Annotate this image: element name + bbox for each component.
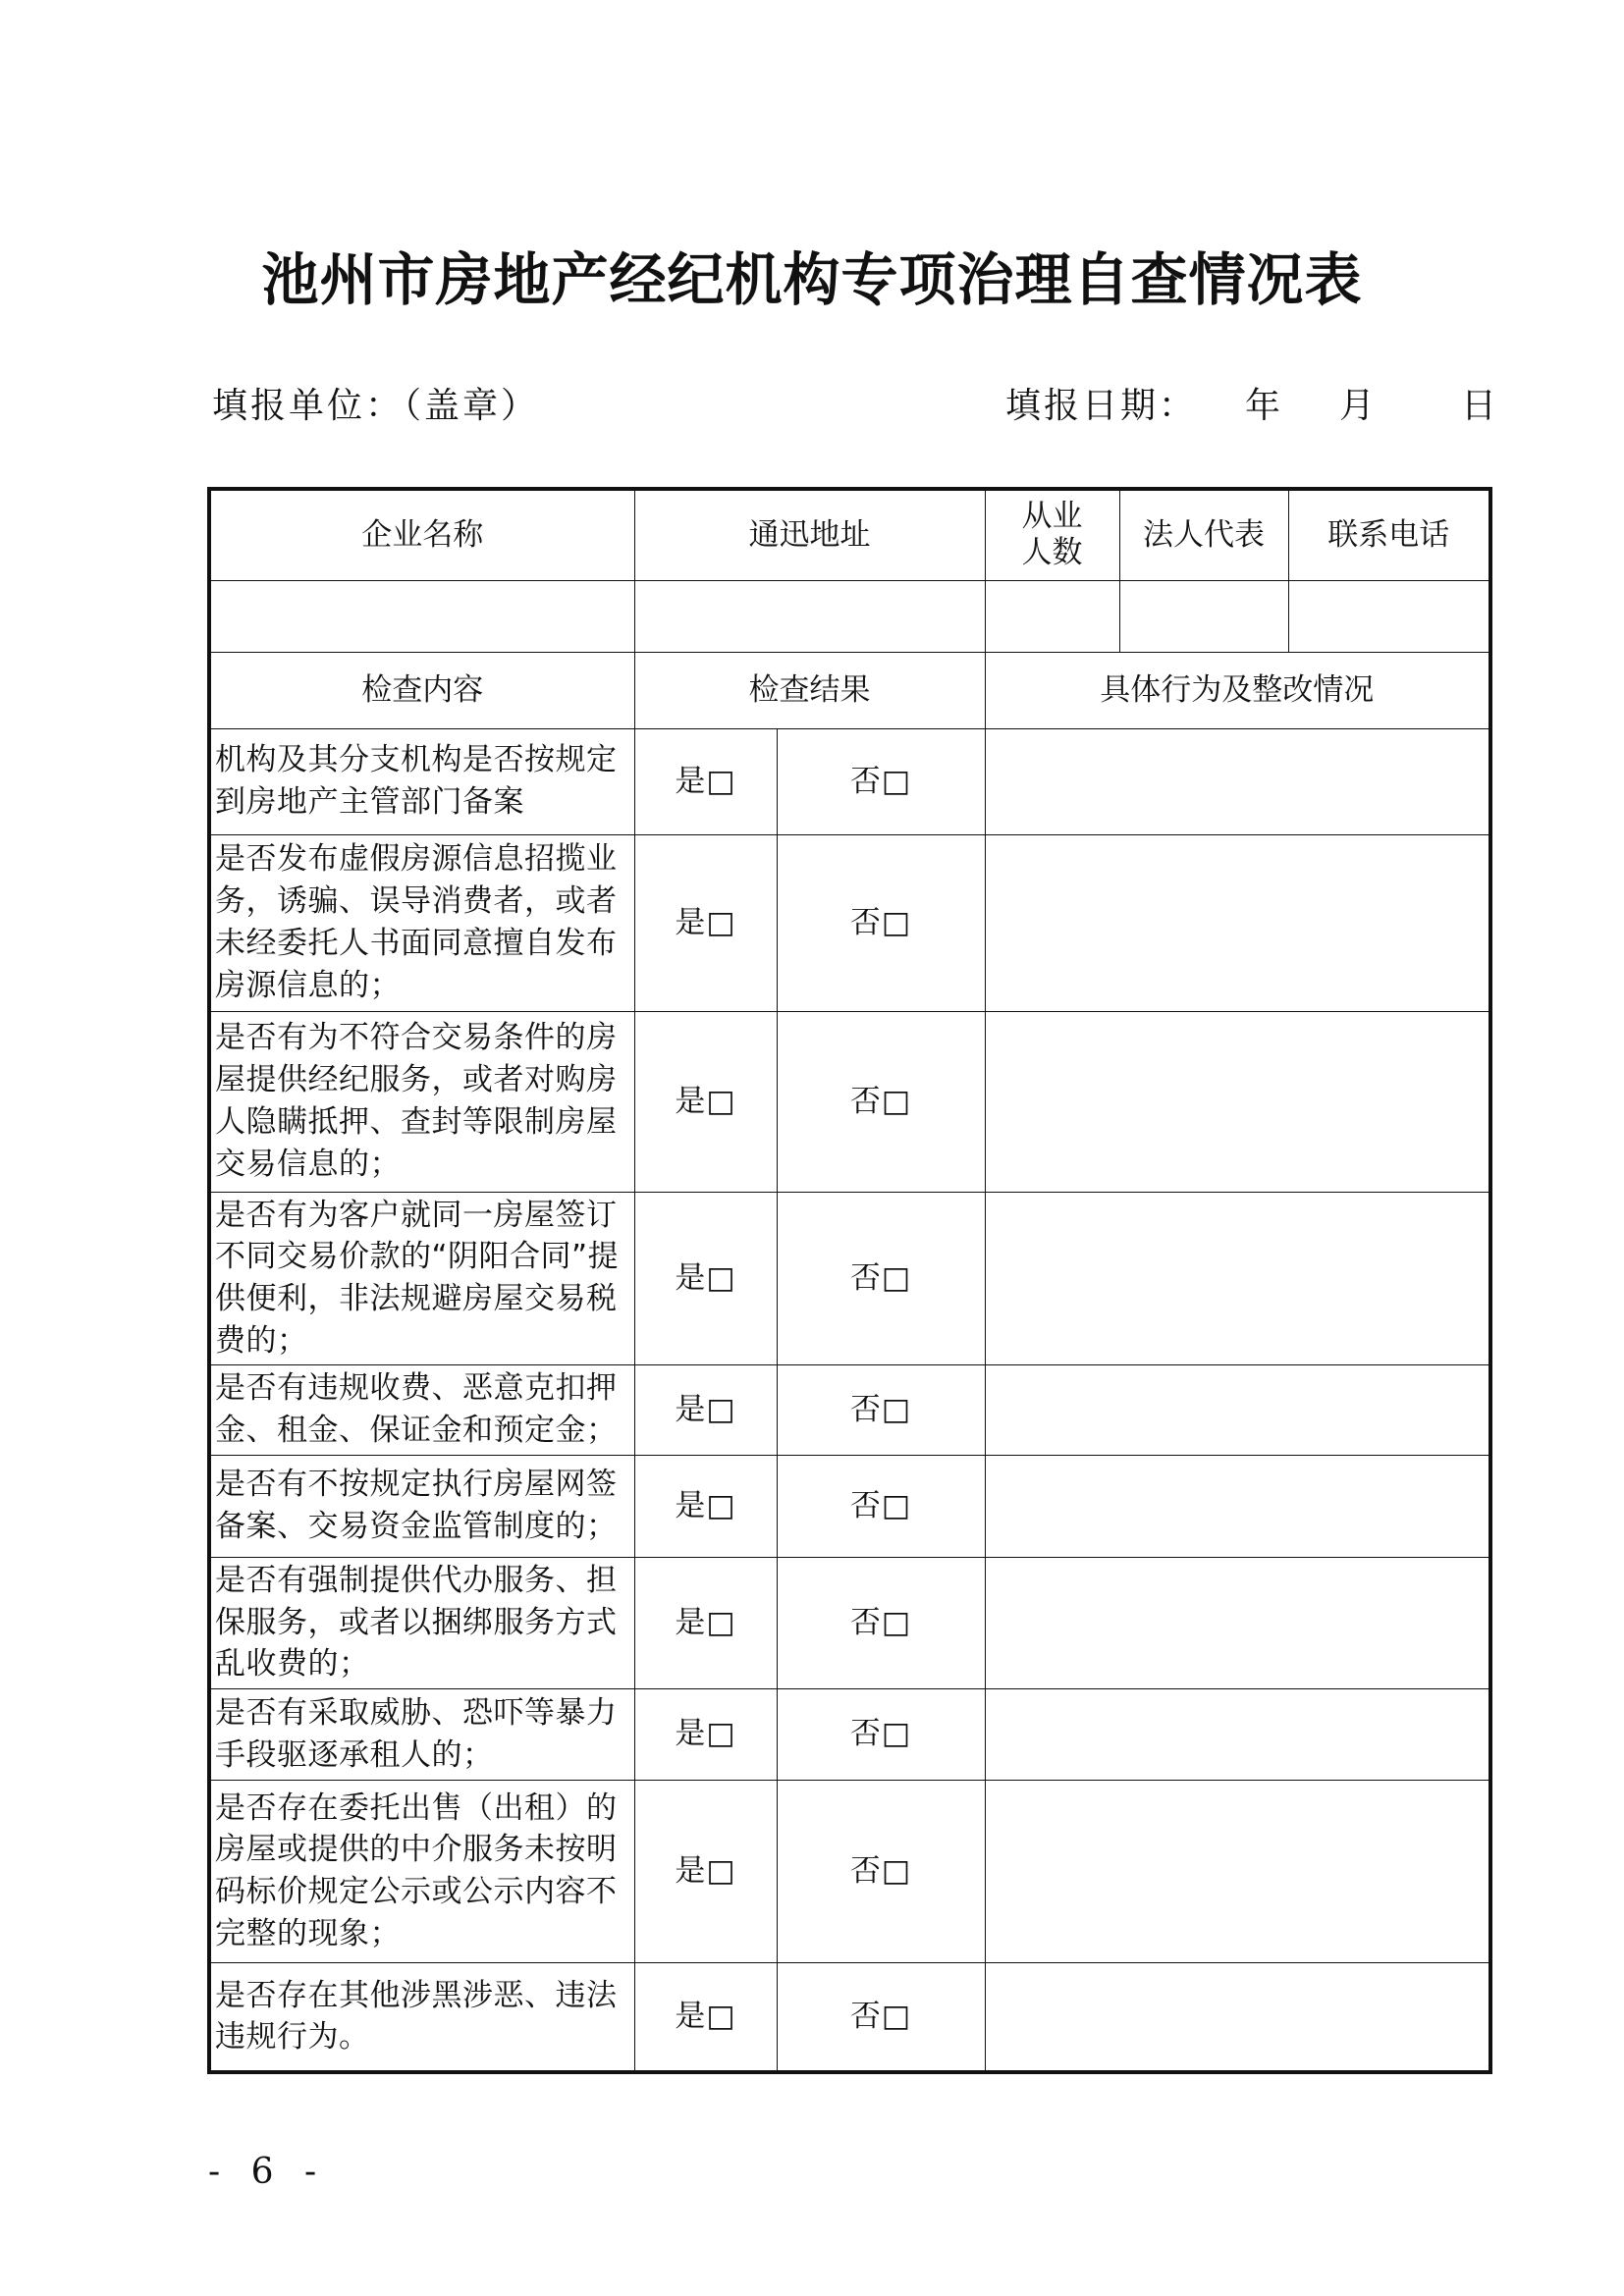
fill-date-label: 填报日期： — [1005, 386, 1198, 426]
check-item-content: 是否发布虚假房源信息招揽业务，诱骗、误导消费者，或者未经委托人书面同意擅自发布房源信息的； — [209, 834, 634, 1011]
yes-checkbox[interactable]: 是□ — [634, 1192, 777, 1364]
check-row — [209, 728, 1490, 834]
details-field[interactable] — [985, 728, 1490, 834]
details-field[interactable] — [985, 1688, 1490, 1780]
details-field[interactable] — [985, 1780, 1490, 1962]
check-item-content: 是否有强制提供代办服务、担保服务，或者以捆绑服务方式乱收费的； — [209, 1557, 634, 1688]
check-item-content: 是否有为不符合交易条件的房屋提供经纪服务，或者对购房人隐瞒抵押、查封等限制房屋交易信息的； — [209, 1011, 634, 1192]
no-checkbox[interactable]: 否□ — [777, 1962, 985, 2072]
no-checkbox[interactable]: 否□ — [777, 834, 985, 1011]
check-row — [209, 1962, 1490, 2072]
yes-checkbox[interactable]: 是□ — [634, 1688, 777, 1780]
check-item-content: 是否存在其他涉黑涉恶、违法违规行为。 — [209, 1962, 634, 2072]
details-field[interactable] — [985, 1364, 1490, 1455]
no-checkbox[interactable]: 否□ — [777, 1011, 985, 1192]
date-year: 年 — [1245, 386, 1281, 426]
staff-count-header-line1: 从业 — [1021, 499, 1083, 535]
no-checkbox[interactable]: 否□ — [777, 1557, 985, 1688]
company-name-header: 企业名称 — [209, 489, 634, 580]
check-row — [209, 834, 1490, 1011]
info-value-row — [209, 580, 1490, 652]
yes-checkbox[interactable]: 是□ — [634, 1780, 777, 1962]
check-content-header: 检查内容 — [209, 652, 634, 728]
legal-rep-header: 法人代表 — [1119, 489, 1288, 580]
company-name-field[interactable] — [209, 580, 634, 652]
page-number: - 6 - — [208, 2152, 327, 2192]
details-field[interactable] — [985, 1192, 1490, 1364]
phone-field[interactable] — [1288, 580, 1490, 652]
yes-checkbox[interactable]: 是□ — [634, 1455, 777, 1557]
details-field[interactable] — [985, 834, 1490, 1011]
details-field[interactable] — [985, 1557, 1490, 1688]
yes-checkbox[interactable]: 是□ — [634, 1364, 777, 1455]
yes-checkbox[interactable]: 是□ — [634, 1962, 777, 2072]
details-field[interactable] — [985, 1962, 1490, 2072]
check-item-content: 机构及其分支机构是否按规定到房地产主管部门备案 — [209, 728, 634, 834]
check-row — [209, 1455, 1490, 1557]
check-row — [209, 1780, 1490, 1962]
staff-count-field[interactable] — [985, 580, 1119, 652]
no-checkbox[interactable]: 否□ — [777, 728, 985, 834]
check-header-row — [209, 652, 1490, 728]
check-row — [209, 1557, 1490, 1688]
no-checkbox[interactable]: 否□ — [777, 1192, 985, 1364]
phone-header: 联系电话 — [1288, 489, 1490, 580]
self-check-table — [207, 487, 1492, 2074]
check-row — [209, 1192, 1490, 1364]
check-row — [209, 1364, 1490, 1455]
info-header-row — [209, 489, 1490, 580]
date-month: 月 — [1339, 386, 1376, 426]
details-field[interactable] — [985, 1455, 1490, 1557]
yes-checkbox[interactable]: 是□ — [634, 1557, 777, 1688]
check-item-content: 是否有采取威胁、恐吓等暴力手段驱逐承租人的； — [209, 1688, 634, 1780]
no-checkbox[interactable]: 否□ — [777, 1780, 985, 1962]
yes-checkbox[interactable]: 是□ — [634, 1011, 777, 1192]
check-row — [209, 1011, 1490, 1192]
yes-checkbox[interactable]: 是□ — [634, 834, 777, 1011]
details-field[interactable] — [985, 1011, 1490, 1192]
address-field[interactable] — [634, 580, 985, 652]
yes-checkbox[interactable]: 是□ — [634, 728, 777, 834]
legal-rep-field[interactable] — [1119, 580, 1288, 652]
check-row — [209, 1688, 1490, 1780]
address-header: 通迅地址 — [634, 489, 985, 580]
no-checkbox[interactable]: 否□ — [777, 1364, 985, 1455]
no-checkbox[interactable]: 否□ — [777, 1455, 985, 1557]
check-item-content: 是否有违规收费、恶意克扣押金、租金、保证金和预定金； — [209, 1364, 634, 1455]
check-details-header: 具体行为及整改情况 — [985, 652, 1490, 728]
staff-count-header — [985, 489, 1119, 580]
form-title: 池州市房地产经纪机构专项治理自查情况表 — [261, 246, 1363, 313]
fill-unit-label: 填报单位：（盖章） — [212, 386, 540, 426]
check-item-content: 是否存在委托出售（出租）的房屋或提供的中介服务未按明码标价规定公示或公示内容不完整的现象； — [209, 1780, 634, 1962]
check-item-content: 是否有不按规定执行房屋网签备案、交易资金监管制度的； — [209, 1455, 634, 1557]
check-result-header: 检查结果 — [634, 652, 985, 728]
check-item-content: 是否有为客户就同一房屋签订不同交易价款的“阴阳合同”提供便利，非法规避房屋交易税费的； — [209, 1192, 634, 1364]
date-day: 日 — [1461, 386, 1497, 426]
no-checkbox[interactable]: 否□ — [777, 1688, 985, 1780]
staff-count-header-line2: 人数 — [1021, 535, 1083, 571]
